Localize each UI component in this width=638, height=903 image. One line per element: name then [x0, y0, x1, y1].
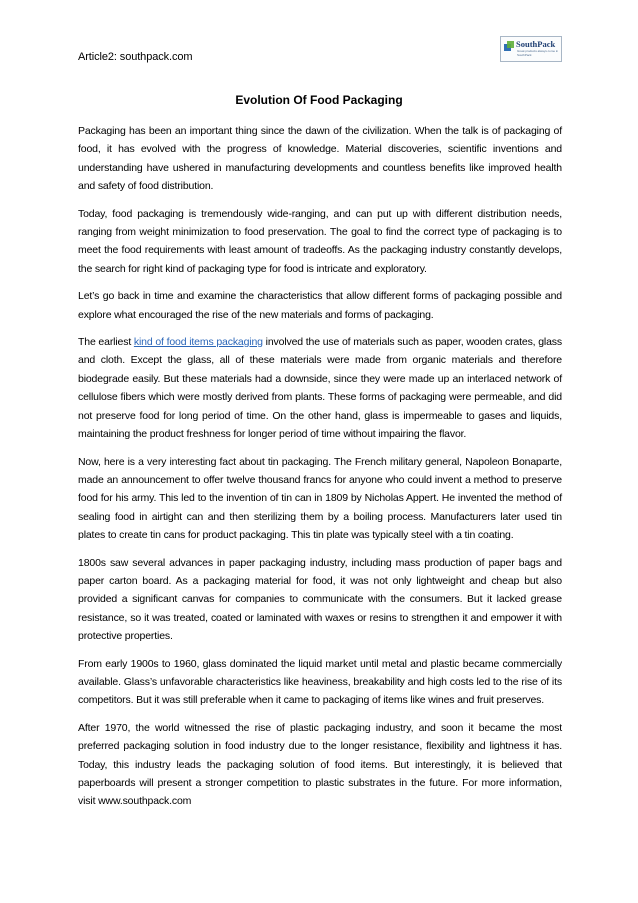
article-body	[78, 122, 562, 820]
food-packaging-link[interactable]: kind of food items packaging	[133, 336, 263, 349]
paragraph: 1800s saw several advances in paper packaging industry, including mass production of paper bags and paper carton board. As a packaging material for food, it was not only lightweight and cheap but also provided a significant canvas for companies to communicate with the consumers. But it lacked grease resistance, so it was treated, coated or laminated with waxes or resins to strengthen it and empower it with protective properties.	[78, 556, 562, 643]
paragraph: Today, food packaging is tremendously wide-ranging, and can put up with different distribution needs, ranging from weight minimization to food preservation. The goal to find the correct type of packaging is to meet the food requirements with least amount of tradeoffs. As the packaging industry constantly develops, the search for right kind of packaging type for food is intricate and exploratory.	[78, 207, 562, 275]
article-title: Evolution Of Food Packaging	[235, 93, 403, 107]
paragraph: Packaging has been an important thing since the dawn of the civilization. When the talk is of packaging of food, it has evolved with the progress of knowledge. Material discoveries, scientific inventions and understanding have ushered in manufacturing developments and countless benefits like improved health and safety of food distribution.	[78, 125, 562, 193]
paragraph	[78, 333, 562, 443]
southpack-logo	[500, 36, 562, 62]
logo-tagline: Great products always come in SouthPack	[517, 49, 559, 57]
paragraph: From early 1900s to 1960, glass dominated the liquid market until metal and plastic became commercially available. Glass’s unfavorable characteristics like heaviness, breakability and high costs led to the rise of its competitors. But it was still preferable when it came to packaging of items like wines and fruit preserves.	[78, 657, 562, 707]
logo-name: SouthPack	[516, 39, 556, 49]
paragraph-text: involved the use of materials such as paper, wooden crates, glass and cloth. Except the glass, all of these materials were made from organic materials and therefore biodegrade easily. But these materials had a downside, since they were made up an interlaced network of cellulose fibers which were mostly derived from plants. These forms of packaging were permeable, and did not preserve food for long period of time. On the other hand, glass is impermeable to gases and liquids, maintaining the product freshness for longer period of time without impairing the flavor.	[78, 336, 563, 441]
paragraph-text: The earliest	[78, 336, 134, 349]
paragraph: Now, here is a very interesting fact about tin packaging. The French military general, Napoleon Bonaparte, made an announcement to offer twelve thousand francs for anyone who could invent a method to preserve food for his army. This led to the invention of tin can in 1809 by Nicholas Appert. He invented the method of sealing food in airtight can and then sterilizing them by a boiling process. Manufacturers later used tin plates to create tin cans for product packaging. This tin plate was typically steel with a tin coating.	[78, 455, 562, 542]
document-header: Article2: southpack.com	[78, 51, 193, 63]
paragraph: After 1970, the world witnessed the rise of plastic packaging industry, and soon it became the most preferred packaging solution in food industry due to the longer resistance, flexibility and lightness it has. Today, this industry leads the packaging solution of food items. But interestingly, it is believed that paperboards will present a stronger competition to plastic substrates in the future. For more information, visit www.southpack.com	[78, 721, 562, 808]
southpack-logo-icon	[503, 40, 515, 52]
paragraph: Let’s go back in time and examine the characteristics that allow different forms of packaging possible and explore what encouraged the rise of the new materials and forms of packaging.	[78, 290, 562, 321]
